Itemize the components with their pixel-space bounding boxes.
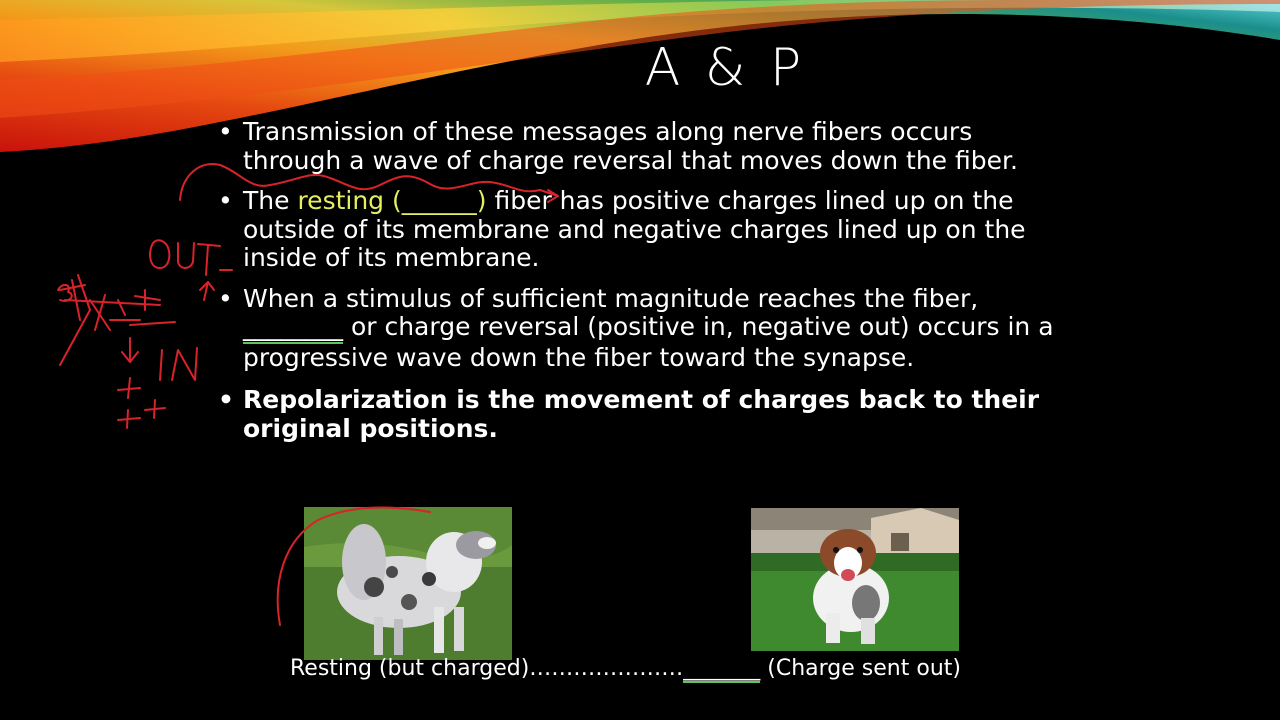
text-out-u xyxy=(178,243,194,268)
text-out-o xyxy=(150,240,169,268)
crossed-charges xyxy=(60,275,175,365)
bullet-text: Repolarization is the movement of charges back to their original positions. xyxy=(243,385,1040,443)
bullet-glyph: • xyxy=(218,385,234,414)
bullet-item xyxy=(218,187,1078,273)
down-arrow xyxy=(122,338,138,362)
bullet-text-pre: When a stimulus of sufficient magnitude reaches the fiber, xyxy=(243,283,979,313)
bullet-item xyxy=(218,285,1078,373)
bullet-text-post: or charge reversal (positive in, negative out) occurs in a progressive wave down the fiber toward the synapse. xyxy=(243,312,1054,372)
three-mark xyxy=(58,285,72,301)
bullet-text-post: fiber has positive charges lined up on the outside of its membrane and negative charges lined up on the inside of its membrane. xyxy=(243,186,1026,272)
plus-marks xyxy=(118,378,165,428)
text-out-t xyxy=(198,244,220,275)
bullet-text-pre: The xyxy=(243,186,298,215)
caption-blank: _______ xyxy=(683,656,761,681)
caption-right: (Charge sent out) xyxy=(760,656,961,681)
bullet-list xyxy=(218,118,1078,455)
bullet-item xyxy=(218,386,1078,443)
bullet-glyph: • xyxy=(218,186,233,215)
bullet-glyph: • xyxy=(218,283,233,313)
highlight-text: resting ( xyxy=(297,186,402,215)
up-arrow xyxy=(200,282,214,300)
fill-in-blank: ______ xyxy=(401,186,477,215)
bullet-text: Transmission of these messages along nerve fibers occurs through a wave of charge reversal that moves down the fiber. xyxy=(243,117,1018,175)
text-in xyxy=(160,348,197,380)
highlight-close: ) xyxy=(476,186,487,215)
bullet-glyph: • xyxy=(218,117,233,146)
fill-in-blank: ________ xyxy=(243,313,343,344)
slide-title: A & P xyxy=(644,38,806,98)
caption-left: Resting (but charged)………………… xyxy=(290,656,684,681)
running-dog-image xyxy=(751,508,959,651)
bullet-item xyxy=(218,118,1078,175)
image-caption xyxy=(290,656,1050,683)
resting-dog-image xyxy=(304,507,512,660)
